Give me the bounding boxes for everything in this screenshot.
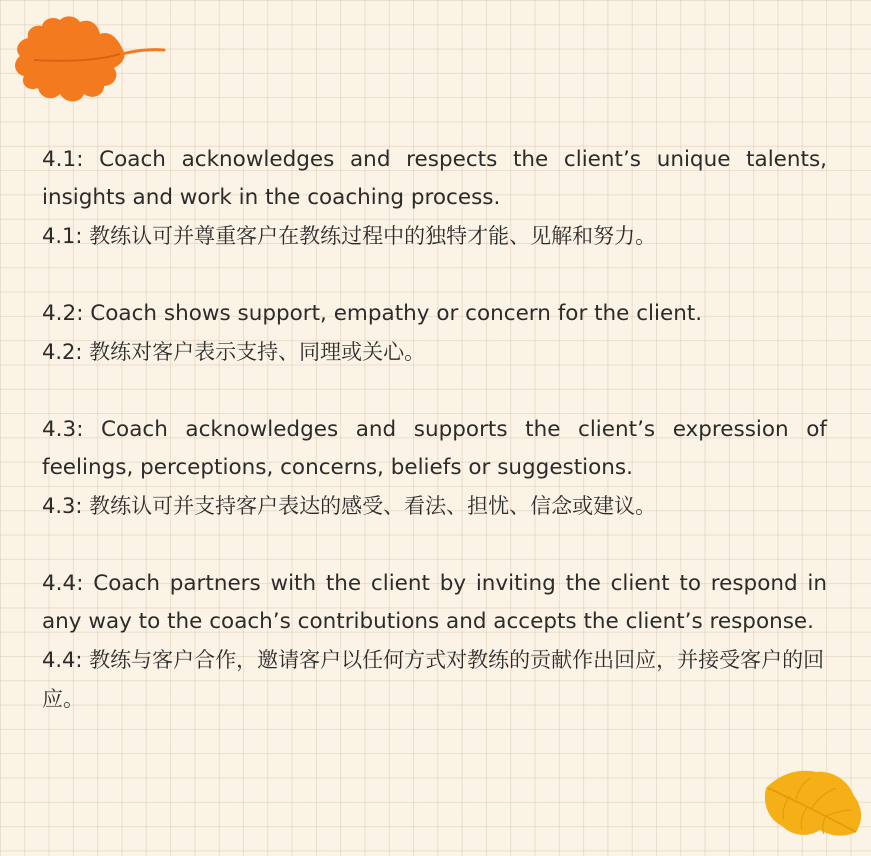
english-text: 4.1: Coach acknowledges and respects the client’s unique talents, insights and work in the coaching process. [42,147,827,210]
chinese-text: 4.1: 教练认可并尊重客户在教练过程中的独特才能、见解和努力。 [42,224,657,248]
list-item [42,565,827,719]
list-item [42,295,827,372]
english-text: 4.3: Coach acknowledges and supports the client’s expression of feelings, perceptions, concerns, beliefs or suggestions. [42,417,827,480]
list-item [42,411,827,526]
competency-list [42,141,827,758]
leaf-icon [760,766,864,842]
english-text: 4.2: Coach shows support, empathy or concern for the client. [42,301,703,326]
chinese-text: 4.4: 教练与客户合作，邀请客户以任何方式对教练的贡献作出回应，并接受客户的回应。 [42,648,825,711]
oak-leaf-icon [10,12,166,112]
chinese-text: 4.2: 教练对客户表示支持、同理或关心。 [42,340,426,364]
chinese-text: 4.3: 教练认可并支持客户表达的感受、看法、担忧、信念或建议。 [42,494,657,518]
english-text: 4.4: Coach partners with the client by inviting the client to respond in any way to the coach’s contributions and accepts the client’s response. [42,571,827,634]
list-item [42,141,827,256]
